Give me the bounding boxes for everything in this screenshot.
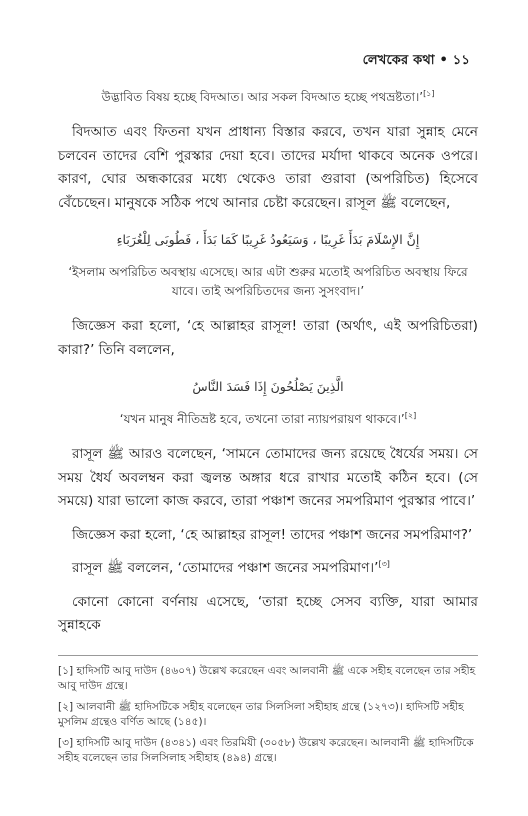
quote-continuation-text: উদ্ভাবিত বিষয় হচ্ছে বিদআত। আর সকল বিদআত হচ্ছে পথভ্রষ্টতা।’ (101, 90, 424, 104)
paragraph-6: কোনো কোনো বর্ণনায় এসেছে, ‘তারা হচ্ছে সেসব ব্যক্তি, যারা আমার সুন্নাহকে (58, 593, 478, 633)
paragraph-4: জিজ্ঞেস করা হলো, ‘হে আল্লাহর রাসূল! তাদের পঞ্চাশ জনের সমপরিমাণ?’ (72, 526, 473, 543)
translation-quote-2 (58, 410, 478, 429)
footnote-3: [৩] হাদিসটি আবু দাউদ (৪৩৪১) এবং তিরমিযী (৩০৫৮) উল্লেখ করেছেন। আলবানী ﷺ হাদিসটিকে সহীহ বলেছেন তার সিলসিলাহ সহীহাহ (৪৯৪) গ্রন্থে। (58, 737, 474, 764)
arabic-hadith-1: إِنَّ الإِسْلَامَ بَدَأَ غَرِيبًا ، وَسَيَعُودُ غَرِيبًا كَمَا بَدَأَ ، فَطُوبَى لِلْغُرَبَاءِ (116, 232, 420, 247)
paragraph-5 (58, 557, 478, 581)
footnote-ref-1[interactable]: [১] (423, 89, 435, 98)
translation-quote-2-text: ‘যখন মানুষ নীতিভ্রষ্ট হবে, তখনো তারা ন্যায়পরায়ণ থাকবে।’ (119, 412, 405, 426)
footnotes (58, 655, 478, 772)
paragraph-2: জিজ্ঞেস করা হলো, ‘হে আল্লাহর রাসূল! তারা (অর্থাৎ, এই অপরিচিতরা) কারা?’ তিনি বললেন, (58, 318, 478, 358)
footnote-1: [১] হাদিসটি আবু দাউদ (৪৬০৭) উল্লেখ করেছেন এবং আলবানী ﷺ একে সহীহ বলেছেন তার সহীহ আবু দাউদ গ্রন্থে। (58, 665, 476, 692)
footnote-ref-3[interactable]: [৩] (378, 559, 390, 569)
body-text (58, 88, 478, 648)
paragraph-5-text: রাসূল ﷺ বললেন, ‘তোমাদের পঞ্চাশ জনের সমপরিমাণ।’ (72, 560, 379, 576)
paragraph-3: রাসূল ﷺ আরও বলেছেন, ‘সামনে তোমাদের জন্য রয়েছে ধৈর্যের সময়। সে সময় ধৈর্য অবলম্বন করা জ্বলন্ত অঙ্গার ধরে রাখার মতোই কঠিন হবে। (সে সময়ে) যারা ভালো কাজ করবে, তারা পঞ্চাশ জনের সমপরিমাণ পুরস্কার পাবে।’ (58, 446, 478, 509)
quote-continuation (58, 88, 478, 107)
paragraph-1: বিদআত এবং ফিতনা যখন প্রাধান্য বিস্তার করবে, তখন যারা সুন্নাহ মেনে চলবেন তাদের বেশি পুরস্কার দেয়া হবে। তাদের মর্যাদা থাকবে অনেক ওপরে। কারণ, ঘোর অন্ধকারের মধ্যে থেকেও তারা গুরাবা (অপরিচিত) হিসেবে বেঁচেছেন। মানুষকে সঠিক পথে আনার চেষ্টা করেছেন। রাসূল ﷺ বলেছেন, (58, 124, 478, 211)
arabic-hadith-2: الَّذِينَ يَصْلُحُونَ إِذَا فَسَدَ النَّاسُ (192, 379, 344, 394)
running-head: লেখকের কথা • ১১ (362, 53, 470, 68)
translation-quote-1: ‘ইসলাম অপরিচিত অবস্থায় এসেছে। আর এটা শুরুর মতোই অপরিচিত অবস্থায় ফিরে যাবে। তাই অপরিচিতদের জন্য সুসংবাদ।’ (68, 265, 468, 298)
footnote-ref-2[interactable]: [২] (404, 411, 417, 420)
footnote-2: [২] আলবানী ﷺ হাদিসটিকে সহীহ বলেছেন তার সিলসিলা সহীহাহ গ্রন্থে (১২৭৩)। হাদিসটি সহীহ মুসলিম গ্রন্থেও বর্ণিত আছে (১৪৫)। (58, 701, 464, 728)
